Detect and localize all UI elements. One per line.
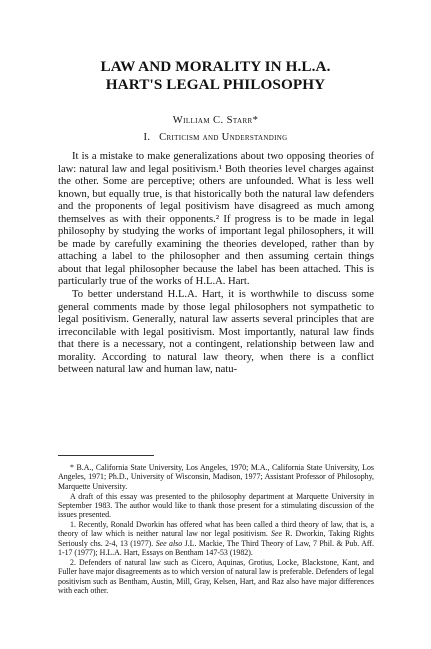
author-byline: William C. Starr* [172, 115, 259, 126]
footnote-draft: A draft of this essay was presented to the philosophy department at Marquette University in September 1983. The author would like to thank those present for a stimulating discussion of the issues presented. [58, 491, 374, 520]
body-text [58, 151, 374, 377]
section-heading [0, 132, 431, 143]
paragraph: It is a mistake to make generalizations about two opposing theories of law: natural law and legal positivism.¹ Both theories level charges against the other. Some are perceptive; others are unfounded. What is less well known, but equally true, is that historically both the natural law defenders and the proponents of legal positivism have disagreed as much among themselves as with their opponents.² If progress is to be made in legal philosophy by studying the works of important legal philosophers, it will be made by carefully examining the theories developed, rather than by attaching a label to the philosopher and then assuming certain things about that legal philosopher because the label has been attached. This is particularly true of the works of H.L.A. Hart. [58, 151, 374, 288]
section-number: I. [143, 132, 151, 143]
footnote-2: 2. Defenders of natural law such as Cicero, Aquinas, Grotius, Locke, Blackstone, Kant, and Fuller have major disagreements as to which version of natural law is preferable. Defenders of legal positivism such as Bentham, Austin, Mill, Gray, Kelsen, Hart, and Raz also have major differences with each other. [58, 557, 374, 595]
footnotes [58, 463, 374, 596]
footnote-divider [58, 455, 154, 456]
article-title [40, 58, 391, 94]
footnote-1: 1. Recently, Ronald Dworkin has offered what has been called a third theory of law, that is, a theory of law which is neither natural law nor legal positivism. See R. Dworkin, Taking Rights Seriously chs. 2-4, 13 (1977). See also J.L. Mackie, The Third Theory of Law, 7 Phil. & Pub. Aff. 1-17 (1977); H.L.A. Hart, Essays on Bentham 147-53 (1982). [58, 520, 374, 558]
title-line-1: LAW AND MORALITY IN H.L.A. [100, 58, 331, 75]
paragraph: To better understand H.L.A. Hart, it is worthwhile to discuss some general comments made by those legal philosophers not sympathetic to legal positivism. Generally, natural law asserts several principles that are irreconcilable with legal positivism. Most importantly, natural law finds that there is a necessary, not a contingent, relationship between law and morality. According to natural law theory, when there is a conflict between natural law and human law, natu- [58, 289, 374, 376]
section-title: Criticism and Understanding [159, 132, 288, 143]
title-line-2: HART'S LEGAL PHILOSOPHY [105, 76, 326, 93]
footnote-author: * B.A., California State University, Los Angeles, 1970; M.A., California State University, Los Angeles, 1971; Ph.D., University of Wisconsin, Madison, 1977; Assistant Professor of Philosophy, Marquette University. [58, 463, 374, 491]
